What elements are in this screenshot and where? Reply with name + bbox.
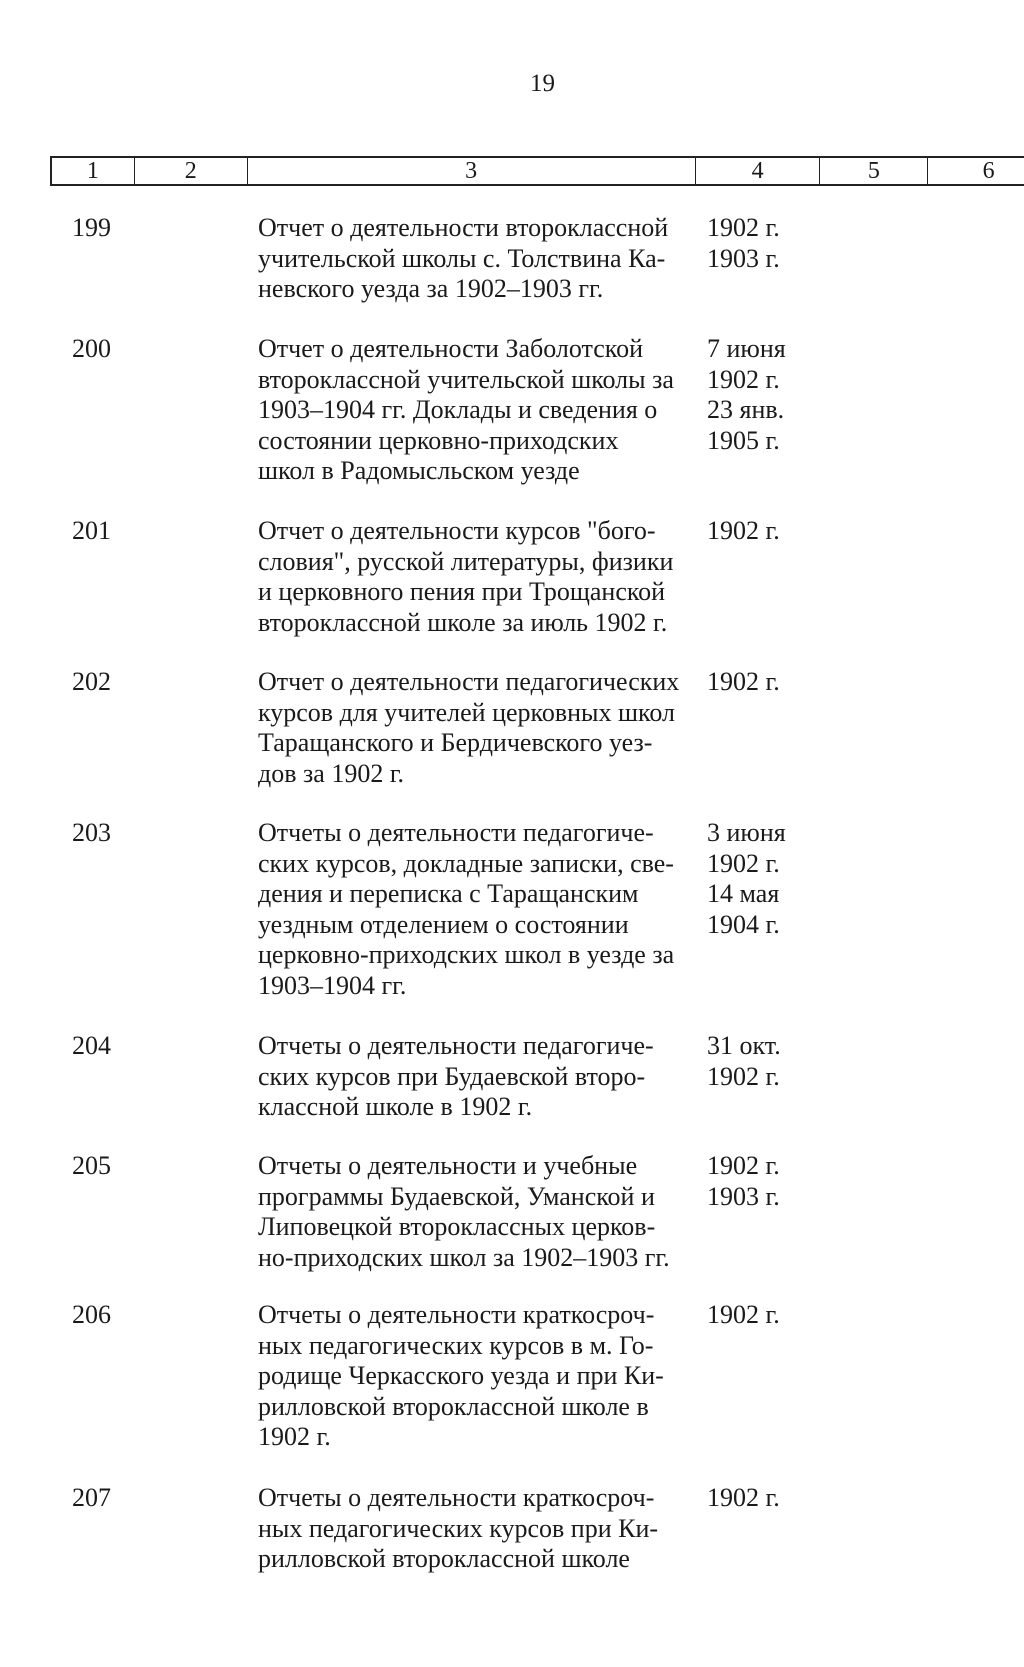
date-line: 7 июня <box>707 334 786 363</box>
description-line: ных педагогических курсов при Ки- <box>258 1513 659 1543</box>
header-col-2: 2 <box>135 158 248 184</box>
description-line: Отчет о деятельности курсов "бого- <box>258 516 656 545</box>
entry-description <box>258 213 668 305</box>
entry-dates <box>707 1151 780 1212</box>
date-line: 1904 г. <box>707 909 780 939</box>
description-line: Отчеты о деятельности педагогиче- <box>258 1031 654 1060</box>
entry-number: 206 <box>72 1300 111 1329</box>
entry-description <box>258 818 674 1001</box>
entry-description <box>258 1151 670 1273</box>
description-line: программы Будаевской, Уманской и <box>258 1181 655 1211</box>
description-line: родище Черкасского уезда и при Ки- <box>258 1361 664 1390</box>
description-line: 1902 г. <box>258 1422 331 1451</box>
description-line: Отчеты о деятельности и учебные <box>258 1151 638 1180</box>
description-line: второклассной школе за июль 1902 г. <box>258 607 668 637</box>
entry-description <box>258 1483 658 1575</box>
date-line: 1902 г. <box>707 1151 780 1180</box>
description-line: уездным отделением о состоянии <box>258 909 629 939</box>
entry-dates <box>707 1483 780 1514</box>
description-line: Отчет о деятельности педагогических <box>258 667 680 696</box>
header-col-6: 6 <box>928 158 1024 184</box>
page-number: 19 <box>530 70 555 97</box>
description-line: учительской школы с. Толствина Ка- <box>258 243 666 273</box>
entry-dates <box>707 1031 781 1092</box>
description-line: Отчет о деятельности Заболотской <box>258 334 643 363</box>
date-line: 1903 г. <box>707 1181 780 1211</box>
description-line: рилловской второклассной школе <box>258 1544 630 1573</box>
entry-number: 203 <box>72 818 111 847</box>
description-line: церковно-приходских школ в уезде за <box>258 940 675 969</box>
description-line: но-приходских школ за 1902–1903 гг. <box>258 1242 670 1272</box>
header-col-3: 3 <box>248 158 696 184</box>
description-line: дов за 1902 г. <box>258 758 405 788</box>
description-line: ских курсов, докладные записки, све- <box>258 848 674 878</box>
header-col-5: 5 <box>820 158 928 184</box>
entry-dates <box>707 213 780 274</box>
date-line: 1903 г. <box>707 243 780 273</box>
date-line: 1905 г. <box>707 425 780 455</box>
description-line: Липовецкой второклассных церков- <box>258 1212 656 1241</box>
description-line: 1903–1904 гг. <box>258 970 407 1000</box>
date-line: 1902 г. <box>707 213 780 242</box>
description-line: ных педагогических курсов в м. Го- <box>258 1330 654 1360</box>
description-line: словия", русской литературы, физики <box>258 546 674 576</box>
table-header <box>50 156 1024 186</box>
entry-dates <box>707 516 780 547</box>
description-line: и церковного пения при Трощанской <box>258 577 666 606</box>
entry-number: 207 <box>72 1483 111 1512</box>
entry-description <box>258 1031 654 1123</box>
description-line: 1903–1904 гг. Доклады и сведения о <box>258 395 658 424</box>
entry-dates <box>707 818 786 940</box>
date-line: 14 мая <box>707 879 780 908</box>
date-line: 23 янв. <box>707 395 785 424</box>
entry-number: 202 <box>72 667 111 696</box>
entry-description <box>258 1300 664 1453</box>
description-line: состоянии церковно-приходских <box>258 425 619 455</box>
date-line: 1902 г. <box>707 364 780 394</box>
entry-dates <box>707 667 780 698</box>
entry-number: 199 <box>72 213 111 242</box>
entry-number: 204 <box>72 1031 111 1060</box>
entry-dates <box>707 334 786 456</box>
entry-dates <box>707 1300 780 1331</box>
description-line: второклассной учительской школы за <box>258 364 674 394</box>
date-line: 3 июня <box>707 818 786 847</box>
description-line: Отчеты о деятельности краткосроч- <box>258 1300 655 1329</box>
date-line: 1902 г. <box>707 1061 780 1091</box>
header-col-4: 4 <box>696 158 821 184</box>
date-line: 1902 г. <box>707 1300 780 1329</box>
date-line: 1902 г. <box>707 1483 780 1512</box>
header-col-1: 1 <box>52 158 135 184</box>
description-line: классной школе в 1902 г. <box>258 1092 533 1121</box>
description-line: рилловской второклассной школе в <box>258 1391 649 1421</box>
description-line: невского уезда за 1902–1903 гг. <box>258 274 604 303</box>
date-line: 1902 г. <box>707 848 780 878</box>
entry-description <box>258 667 679 789</box>
description-line: школ в Радомысльском уезде <box>258 456 580 485</box>
description-line: Таращанского и Бердичевского уез- <box>258 728 653 757</box>
description-line: Отчеты о деятельности педагогиче- <box>258 818 654 847</box>
entry-number: 205 <box>72 1151 111 1180</box>
entry-number: 200 <box>72 334 111 363</box>
description-line: Отчет о деятельности второклассной <box>258 213 669 242</box>
date-line: 31 окт. <box>707 1031 781 1060</box>
description-line: дения и переписка с Таращанским <box>258 879 639 908</box>
date-line: 1902 г. <box>707 667 780 696</box>
date-line: 1902 г. <box>707 516 780 545</box>
description-line: Отчеты о деятельности краткосроч- <box>258 1483 655 1512</box>
description-line: ских курсов при Будаевской второ- <box>258 1061 646 1091</box>
description-line: курсов для учителей церковных школ <box>258 697 675 727</box>
entry-number: 201 <box>72 516 111 545</box>
entry-description <box>258 516 673 638</box>
entry-description <box>258 334 674 487</box>
